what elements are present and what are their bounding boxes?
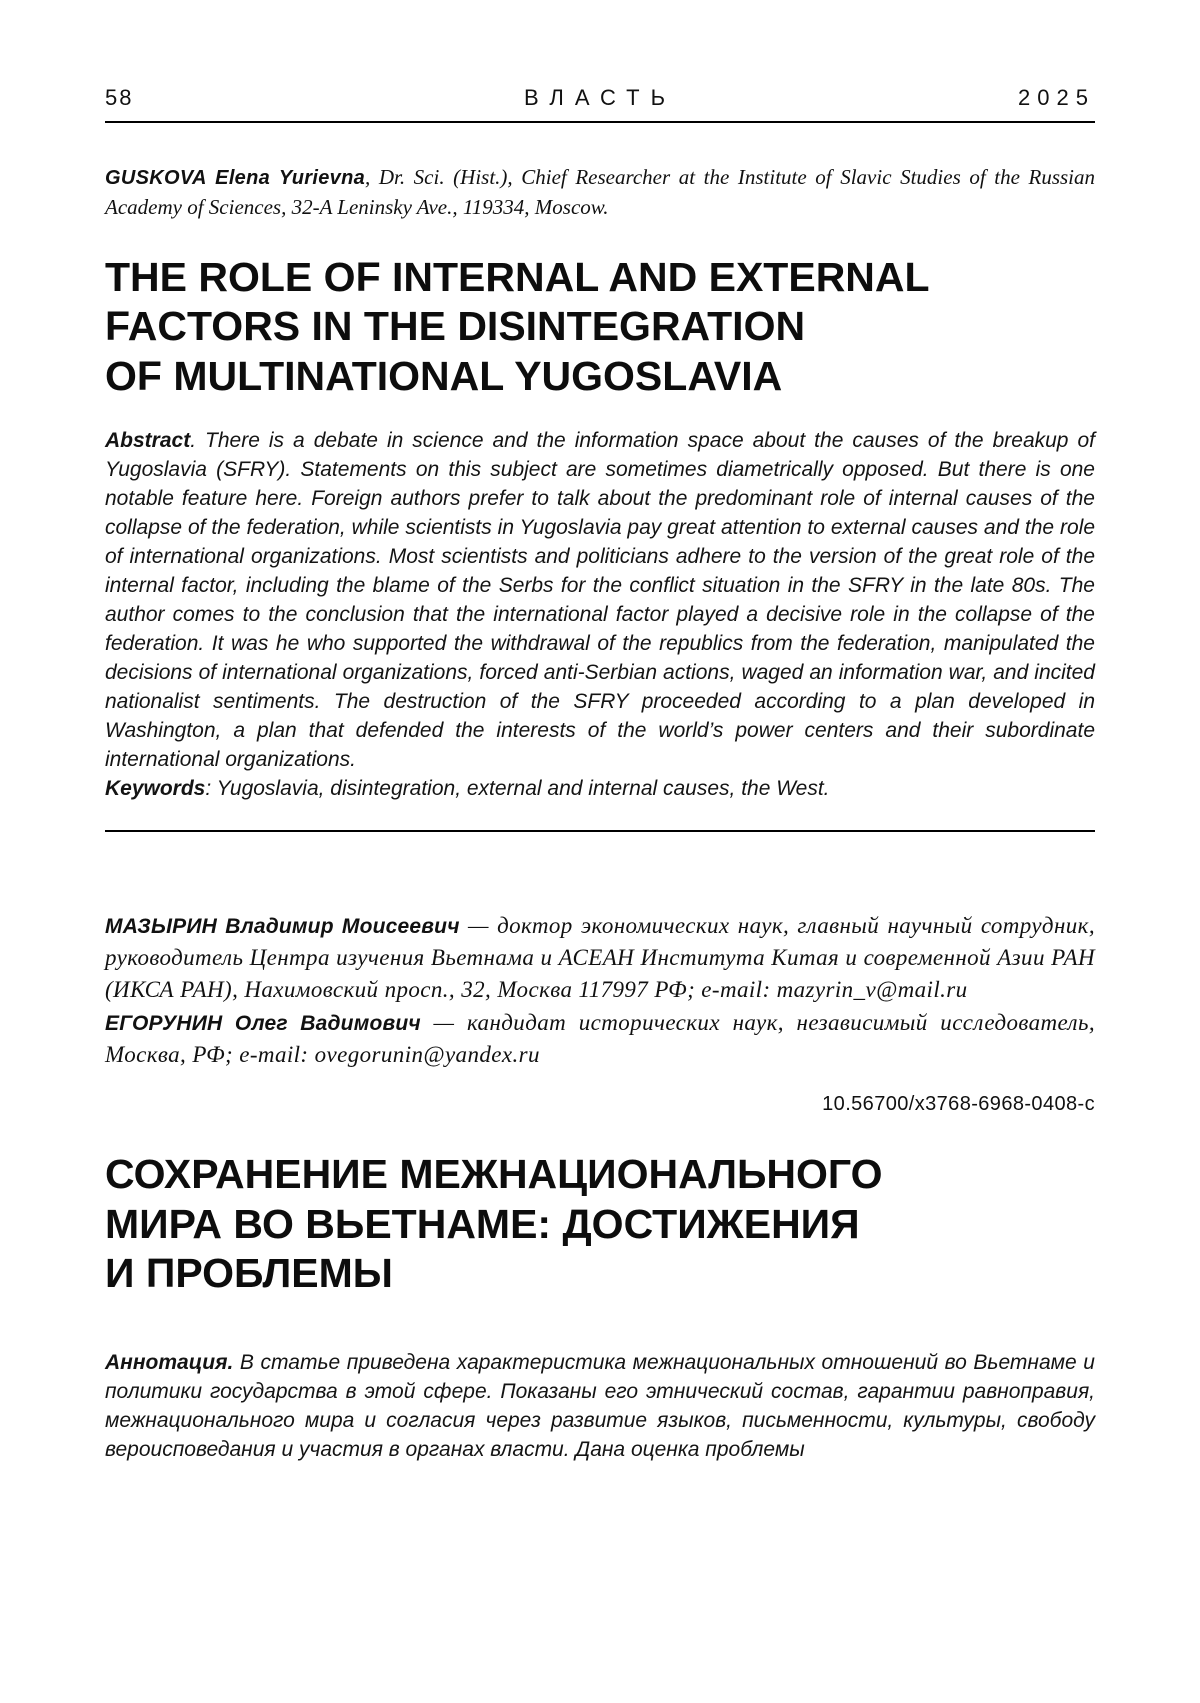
- title-line: И ПРОБЛЕМЫ: [105, 1250, 393, 1297]
- author-details: — доктор экономических наук, главный научный сотрудник, руководитель Центра изучения Вьетнама и АСЕАН Института Китая и современной Азии РАН (ИКСА РАН), Нахимовский просп., 32, Москва 117997 РФ; e-mail: mazyrin_v@mail.ru: [105, 913, 1095, 1003]
- author-2: [105, 1007, 1095, 1071]
- article-russian: [105, 910, 1095, 1465]
- abstract-text: . There is a debate in science and the information space about the causes of the breakup of Yugoslavia (SFRY). Statements on this subject are sometimes diametrically opposed. But there is one notable feature here. Foreign authors prefer to talk about the predominant role of internal causes of the collapse of the federation, while scientists in Yugoslavia pay great attention to external causes and the role of international organizations. Most scientists and politicians adhere to the version of the great role of the internal factor, including the blame of the Serbs for the conflict situation in the SFRY in the late 80s. The author comes to the conclusion that the international factor played a decisive role in the collapse of the federation. It was he who supported the withdrawal of the republics from the federation, manipulated the decisions of international organizations, forced anti-Serbian actions, waged an information war, and incited nationalist sentiments. The destruction of the SFRY proceeded according to a plan developed in Washington, a plan that defended the interests of the world’s power centers and their subordinate international organizations.: [105, 429, 1095, 772]
- title-line: МИРА ВО ВЬЕТНАМЕ: ДОСТИЖЕНИЯ: [105, 1200, 860, 1247]
- author-1: [105, 910, 1095, 1007]
- author-affiliation: , Dr. Sci. (Hist.), Chief Researcher at the Institute of Slavic Studies of the Russian Academy of Sciences, 32-A Leninsky Ave., 119334, Moscow.: [105, 165, 1095, 219]
- author-block-ru: [105, 910, 1095, 1071]
- annotation-text: В статье приведена характеристика межнациональных отношений во Вьетнаме и политики государства в этой сфере. Показаны его этнический состав, гарантии равноправия, межнационального мира и согласия через развитие языков, письменности, культуры, свободу вероисповедания и участия в органах власти. Дана оценка проблемы: [105, 1350, 1095, 1461]
- abstract-en: [105, 427, 1095, 775]
- doi: 10.56700/x3768-6968-0408-c: [822, 1092, 1095, 1115]
- journal-year: 2025: [1018, 85, 1095, 110]
- author-name: GUSKOVA Elena Yurievna: [105, 167, 366, 189]
- header-rule: [105, 121, 1095, 123]
- article-title-ru: [105, 1150, 1095, 1299]
- journal-title: ВЛАСТЬ: [523, 85, 677, 110]
- annotation-ru: [105, 1349, 1095, 1465]
- page-number: 58: [105, 85, 134, 110]
- keywords-text: : Yugoslavia, disintegration, external and internal causes, the West.: [205, 777, 830, 801]
- author-name: МАЗЫРИН Владимир Моисеевич: [105, 915, 460, 939]
- author-block-en: [105, 163, 1095, 223]
- title-line: СОХРАНЕНИЕ МЕЖНАЦИОНАЛЬНОГО: [105, 1150, 883, 1197]
- keywords-line: [105, 775, 1095, 804]
- abstract-label: Abstract: [105, 429, 191, 453]
- author-details: — кандидат исторических наук, независимый исследователь, Москва, РФ; e-mail: ovegorunin@yandex.ru: [105, 1009, 1096, 1067]
- article-title-en: [105, 253, 1095, 402]
- author-name: ЕГОРУНИН Олег Вадимович: [105, 1011, 421, 1035]
- article-divider-rule: [105, 830, 1095, 832]
- title-line: THE ROLE OF INTERNAL AND EXTERNAL: [105, 253, 930, 300]
- page-header: [105, 85, 1095, 111]
- keywords-label: Keywords: [105, 777, 206, 801]
- article-english: [105, 163, 1095, 804]
- annotation-label: Аннотация.: [105, 1350, 234, 1374]
- title-line: OF MULTINATIONAL YUGOSLAVIA: [105, 352, 783, 399]
- title-line: FACTORS IN THE DISINTEGRATION: [105, 303, 806, 350]
